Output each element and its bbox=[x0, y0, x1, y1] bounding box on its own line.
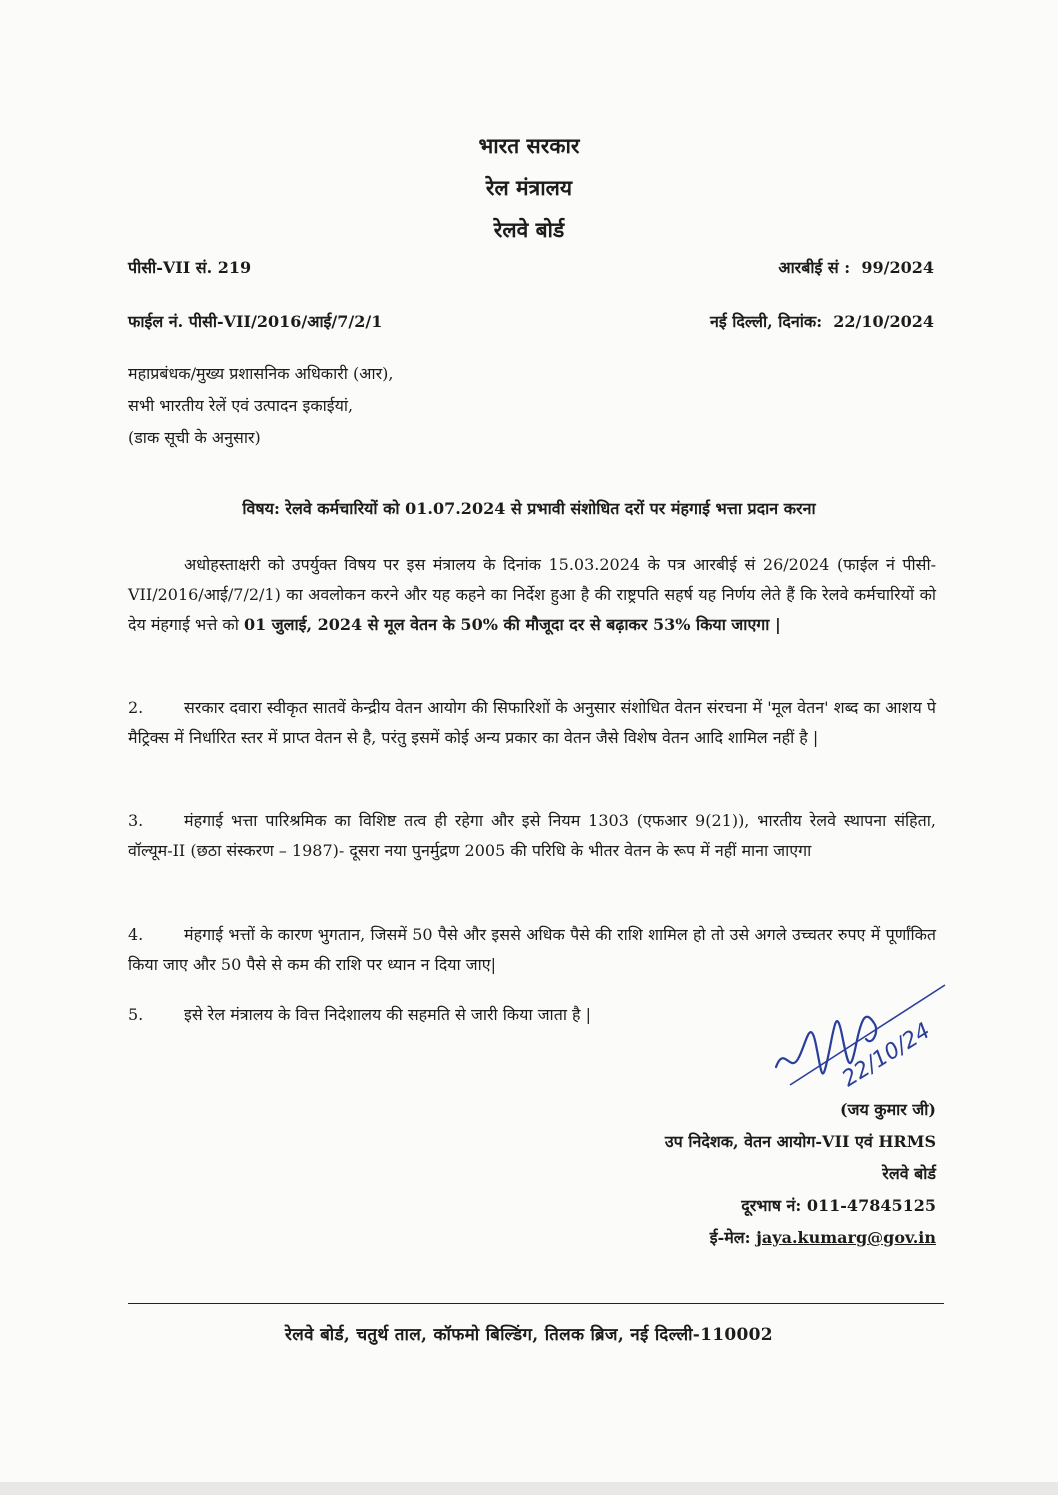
paragraph-5-number: 5. bbox=[128, 1005, 144, 1024]
paragraph-1-text: अधोहस्ताक्षरी को उपर्युक्त विषय पर इस मंत्रालय के दिनांक 15.03.2024 के पत्र आरबीई सं 26/2024 (फाईल नं पीसी-VII/2016/आई/7/2/1) का अवलोकन करने और यह कहने का निर्देश हुआ है की राष्ट्रपति सहर्ष यह निर्णय लेते हैं कि रेलवे कर्मचारियों को देय मंहगाई भत्ते को bbox=[128, 555, 936, 634]
paragraph-2 bbox=[128, 693, 936, 753]
rbe-number bbox=[778, 256, 934, 278]
paragraph-3 bbox=[128, 806, 936, 866]
footer-address: रेलवे बोर्ड, चतुर्थ ताल, कॉफमो बिल्डिंग, तिलक ब्रिज, नई दिल्ली-110002 bbox=[285, 1325, 773, 1345]
pc-number: पीसी-VII सं. 219 bbox=[128, 258, 252, 277]
paragraph-2-text: सरकार दवारा स्वीकृत सातवें केन्द्रीय वेतन आयोग की सिफारिशों के अनुसार संशोधित वेतन संरचना में 'मूल वेतन' शब्द का आशय पे मैट्रिक्स में निर्धारित स्तर में प्राप्त वेतन से है, परंतु इसमें कोई अन्य प्रकार का वेतन जैसे विशेष वेतन आदि शामिल नहीं है | bbox=[128, 698, 936, 747]
paragraph-3-number: 3. bbox=[128, 811, 144, 830]
signatory-email bbox=[710, 1226, 936, 1248]
paragraph-2-number: 2. bbox=[128, 698, 144, 717]
rbe-value: 99/2024 bbox=[861, 258, 934, 277]
subject-line: विषय: रेलवे कर्मचारियों को 01.07.2024 से प्रभावी संशोधित दरों पर मंहगाई भत्ता प्रदान करना bbox=[242, 499, 816, 518]
addressee-line-3: (डाक सूची के अनुसार) bbox=[128, 428, 261, 447]
paragraph-1-bold: 01 जुलाई, 2024 से मूल वेतन के 50% की मौजूदा दर से बढ़ाकर 53% किया जाएगा | bbox=[243, 615, 781, 634]
phone-label: दूरभाष नं: bbox=[741, 1196, 802, 1215]
addressee-line-2: सभी भारतीय रेलें एवं उत्पादन इकाईयां, bbox=[128, 396, 354, 415]
paragraph-5-text: इसे रेल मंत्रालय के वित्त निदेशालय की सहमति से जारी किया जाता है | bbox=[184, 1005, 592, 1024]
place-date-label: नई दिल्ली, दिनांक: bbox=[709, 312, 823, 331]
signature-date: 22/10/24 bbox=[837, 1018, 935, 1093]
paragraph-1 bbox=[128, 550, 936, 640]
signatory-name: (जय कुमार जी) bbox=[840, 1100, 936, 1119]
paragraph-3-text: मंहगाई भत्ता पारिश्रमिक का विशिष्ट तत्व ही रहेगा और इसे नियम 1303 (एफआर 9(21)), भारतीय रेलवे स्थापना संहिता, वॉल्यूम-II (छठा संस्करण – 1987)- दूसरा नया पुनर्मुद्रण 2005 की परिधि के भीतर वेतन के रूप में नहीं माना जाएगा bbox=[128, 811, 936, 860]
email-label: ई-मेल: bbox=[709, 1228, 751, 1247]
addressee-line-1: महाप्रबंधक/मुख्य प्रशासनिक अधिकारी (आर), bbox=[128, 364, 394, 383]
signatory-office: रेलवे बोर्ड bbox=[882, 1164, 936, 1183]
scan-edge bbox=[0, 1482, 1058, 1495]
paragraph-4 bbox=[128, 920, 936, 980]
rbe-label: आरबीई सं : bbox=[778, 258, 851, 277]
header-board: रेलवे बोर्ड bbox=[493, 217, 565, 242]
paragraph-4-text: मंहगाई भत्तों के कारण भुगतान, जिसमें 50 पैसे और इससे अधिक पैसे की राशि शामिल हो तो उसे अगले उच्चतर रुपए में पूर्णांकित किया जाए और 50 पैसे से कम की राशि पर ध्यान न दिया जाए| bbox=[128, 925, 936, 974]
paragraph-4-number: 4. bbox=[128, 925, 144, 944]
file-number: फाईल नं. पीसी-VII/2016/आई/7/2/1 bbox=[128, 312, 383, 331]
footer-divider bbox=[128, 1303, 944, 1304]
header-government: भारत सरकार bbox=[478, 133, 580, 158]
header-ministry: रेल मंत्रालय bbox=[485, 175, 573, 200]
signatory-designation: उप निदेशक, वेतन आयोग-VII एवं HRMS bbox=[664, 1132, 936, 1151]
place-date bbox=[710, 310, 934, 332]
signatory-phone bbox=[741, 1194, 936, 1216]
issue-date: 22/10/2024 bbox=[833, 312, 934, 331]
handwritten-signature bbox=[770, 975, 950, 1105]
email-link[interactable]: jaya.kumarg@gov.in bbox=[756, 1228, 936, 1247]
phone-number: 011-47845125 bbox=[806, 1196, 936, 1215]
